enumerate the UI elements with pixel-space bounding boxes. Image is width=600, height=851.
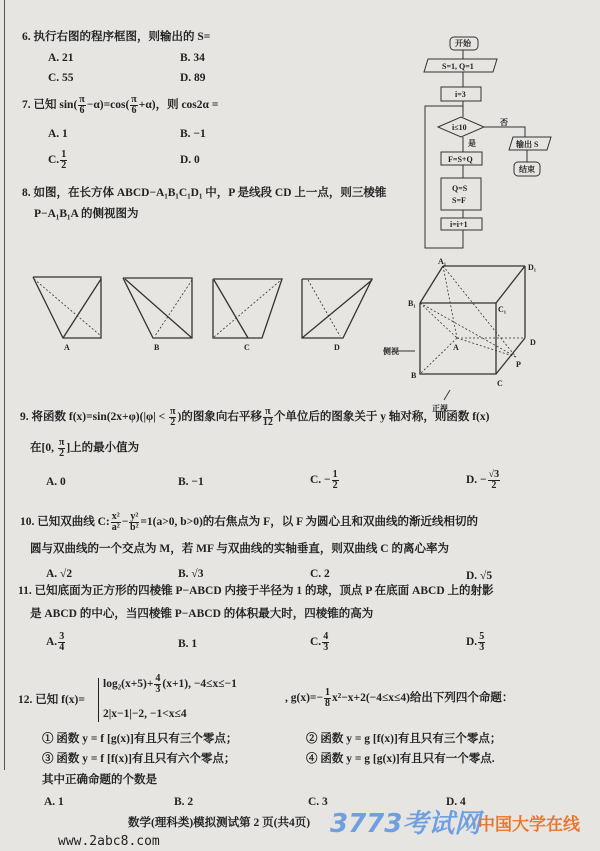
- flow-start: 开始: [455, 39, 471, 48]
- q10-option-c: C. 2: [310, 568, 330, 580]
- q12-piece-2: 2|x−1|−2, −1<x≤4: [103, 708, 187, 720]
- flow-output: 输出 S: [516, 140, 539, 149]
- fraction-denominator: b²: [130, 522, 139, 533]
- watermark-brand: 3773考试网: [330, 809, 481, 839]
- text-run: [214, 280, 281, 337]
- flow-init: S=1, Q=1: [442, 62, 474, 71]
- fraction-denominator: 2: [61, 160, 67, 171]
- view-label-a: A: [64, 343, 70, 352]
- q12-prop-1: ① 函数 y = f [g(x)]有且只有三个零点；: [42, 733, 238, 745]
- text-run: D.: [466, 636, 478, 649]
- q12-question: 其中正确命题的个数是: [42, 774, 157, 786]
- text-run: C.: [310, 636, 322, 649]
- cube-label-b: B: [411, 371, 417, 380]
- q8-stem-line1: 8. 如图，在长方体 ABCD−A₁B₁C₁D₁ 中，P 是线段 CD 上一点，则三棱锥: [22, 187, 387, 199]
- q7-text: 7. 已知 sin(: [22, 99, 78, 112]
- view-c: [213, 279, 282, 338]
- text-run: [420, 303, 457, 338]
- q12-option-a: A. 1: [44, 796, 64, 808]
- q6-option-b: B. 34: [180, 52, 205, 64]
- q6-option-c: C. 55: [48, 72, 74, 84]
- fraction-numerator: π: [79, 94, 85, 105]
- fraction-numerator: π: [263, 407, 273, 418]
- q6-option-d: D. 89: [180, 72, 206, 84]
- q12-option-b: B. 2: [174, 796, 194, 808]
- q11-option-a: [46, 632, 66, 653]
- fraction-denominator: 2: [332, 480, 338, 491]
- text-run: =1(a>0, b>0)的右焦点为 F，以 F 为圆心且和双曲线的渐近线相切的: [140, 516, 479, 529]
- flow-inc: i=i+1: [450, 220, 468, 229]
- q6-stem: 6. 执行右图的程序框图，则输出的 S=: [22, 31, 211, 43]
- text-run: log₂(x+5)+: [103, 678, 154, 691]
- fraction: [324, 688, 331, 709]
- fraction-denominator: 4: [59, 642, 65, 653]
- fraction-denominator: 3: [155, 684, 161, 695]
- text-run: [308, 280, 340, 336]
- flow-end: 结束: [519, 165, 535, 174]
- q7-text: −α)=cos(: [86, 99, 130, 112]
- q12-prop-2: ② 函数 y = g [f(x)]有且只有三个零点；: [306, 733, 502, 745]
- fraction-denominator: 6: [131, 105, 137, 116]
- cube-label-p: P: [516, 360, 521, 369]
- fraction-numerator: 3: [59, 631, 65, 642]
- view-b: [123, 278, 192, 338]
- q9-option-b: B. −1: [178, 476, 204, 488]
- q11-stem-line1: 11. 已知底面为正方形的四棱锥 P−ABCD 内接于半径为 1 的球，顶点 P 在底面 ABCD 上的射影: [18, 585, 494, 597]
- front-view-label: 正视: [432, 404, 448, 413]
- q10-option-a: A. √2: [46, 568, 73, 580]
- text-run: , g(x)=−: [285, 692, 324, 705]
- text-run: −: [121, 516, 129, 529]
- q12-prop-3: ③ 函数 y = f [f(x)]有且只有六个零点；: [42, 753, 236, 765]
- q9-stem-line2: [30, 438, 139, 459]
- text-run: 9. 将函数 f(x)=sin(2x+φ)(|φ| <: [20, 411, 168, 424]
- text-run: )的图象向右平移: [177, 411, 262, 424]
- q9-option-d: [466, 470, 501, 491]
- q9-option-c: [310, 470, 340, 491]
- fraction-numerator: 1: [325, 687, 331, 698]
- text-run: [34, 279, 101, 336]
- fraction-denominator: 6: [79, 105, 85, 116]
- q12-prop-4: ④ 函数 y = g [g(x)]有且只有一个零点.: [306, 753, 495, 765]
- q11-option-b: B. 1: [178, 638, 198, 650]
- q7-option-a: A. 1: [48, 128, 68, 140]
- cube-label-a: A: [453, 343, 459, 352]
- fraction: [322, 632, 329, 653]
- fraction-denominator: a²: [111, 522, 120, 533]
- text-run: [420, 266, 443, 303]
- text-run: C. −: [310, 474, 331, 487]
- text-run: [302, 280, 372, 338]
- fraction: [129, 512, 139, 533]
- q10-stem-line1: [20, 512, 478, 533]
- text-run: [64, 38, 539, 413]
- q7-option-d: D. 0: [180, 154, 200, 166]
- fraction-denominator: 12: [262, 417, 273, 428]
- fraction-denominator: 2: [59, 448, 65, 459]
- fraction: [58, 438, 65, 459]
- flow-yes: 是: [468, 139, 476, 148]
- fraction-numerator: π: [131, 94, 137, 105]
- watermark-sub: 中国大学在线: [478, 815, 580, 835]
- fraction-numerator: 1: [332, 469, 338, 480]
- cube-label-a1: A₁: [438, 257, 447, 266]
- text-run: [484, 127, 525, 137]
- fraction-numerator: 4: [155, 673, 161, 684]
- text-run: [33, 277, 101, 338]
- piecewise-brace: [98, 678, 99, 722]
- q6-option-a: A. 21: [48, 52, 74, 64]
- flow-s: S=F: [452, 196, 466, 205]
- cube-label-d: D: [530, 338, 536, 347]
- text-run: A.: [46, 636, 58, 649]
- text-run: [214, 280, 248, 338]
- fraction: [478, 632, 485, 653]
- text-run: [125, 279, 192, 338]
- text-run: C.: [48, 154, 60, 167]
- cube-label-c: C: [497, 379, 503, 388]
- text-run: x²−x+2(−4≤x≤4)给出下列四个命题：: [332, 692, 514, 705]
- view-label-b: B: [154, 343, 160, 352]
- q10-stem-line2: 圆与双曲线的一个交点为 M，若 MF 与双曲线的实轴垂直，则双曲线 C 的离心率为: [30, 543, 449, 555]
- view-a: [33, 277, 101, 338]
- text-run: D. −: [466, 474, 487, 487]
- q11-option-c: [310, 632, 330, 653]
- text-run: [33, 37, 551, 400]
- site-url: www.2abc8.com: [58, 834, 160, 849]
- fraction-numerator: 4: [323, 631, 329, 642]
- text-run: [155, 280, 192, 336]
- flow-i3: i=3: [455, 90, 466, 99]
- cube-label-c1: C₁: [498, 305, 507, 314]
- cube-label-d1: D₁: [528, 263, 537, 272]
- view-label-c: C: [244, 343, 250, 352]
- text-run: [441, 178, 481, 210]
- fraction: [169, 407, 176, 428]
- q10-option-d: D. √5: [466, 570, 493, 582]
- fraction-numerator: π: [170, 406, 176, 417]
- flow-q: Q=S: [452, 184, 468, 193]
- fraction: [58, 632, 65, 653]
- fraction-numerator: x²: [111, 511, 120, 522]
- cube-figure: [398, 266, 525, 400]
- fraction-numerator: √3: [488, 469, 500, 480]
- flow-cond: i≤10: [452, 123, 467, 132]
- q9-option-a: A. 0: [46, 476, 66, 488]
- text-run: [496, 266, 525, 303]
- text-run: [420, 338, 457, 374]
- text-run: 个单位后的图象关于 y 轴对称，则函数 f(x): [273, 411, 490, 424]
- flow-no: 否: [500, 118, 508, 127]
- q12-option-c: C. 3: [308, 796, 328, 808]
- q12-piece-1: [103, 674, 237, 695]
- fraction: [488, 470, 501, 491]
- text-run: (x+1), −4≤x≤−1: [162, 678, 237, 691]
- fraction-denominator: 3: [479, 642, 485, 653]
- fraction-denominator: 2: [491, 480, 497, 491]
- fraction-denominator: 8: [325, 698, 331, 709]
- q8-stem-line2: P−A₁B₁A 的侧视图为: [34, 208, 139, 220]
- q11-option-d: [466, 632, 486, 653]
- page-footer: 数学(理科类)模拟测试第 2 页(共4页): [128, 817, 311, 829]
- fraction: [154, 674, 161, 695]
- fraction-numerator: π: [58, 437, 65, 448]
- fraction-numerator: y²: [130, 511, 139, 522]
- view-label-d: D: [334, 343, 340, 352]
- q11-stem-line2: 是 ABCD 的中心，当四棱锥 P−ABCD 的体积最大时，四棱锥的高为: [30, 608, 374, 620]
- q12-stem: 12. 已知 f(x)=: [18, 694, 85, 706]
- text-run: ]上的最小值为: [66, 442, 140, 455]
- fraction: [111, 512, 121, 533]
- fraction-denominator: 3: [323, 642, 329, 653]
- side-view-label: 侧视: [383, 347, 399, 356]
- q7-option-b: B. −1: [180, 128, 206, 140]
- view-d: [302, 279, 372, 338]
- text-run: [443, 266, 457, 338]
- q7-text: +α)，则 cos2α =: [138, 99, 219, 112]
- flow-f: F=S+Q: [448, 155, 473, 164]
- fraction-denominator: 2: [170, 417, 176, 428]
- q9-stem-line1: [20, 407, 489, 428]
- fraction-numerator: 1: [61, 149, 67, 160]
- fraction: [332, 470, 339, 491]
- fraction-numerator: 5: [479, 631, 485, 642]
- fraction: [263, 407, 273, 428]
- text-run: 在[0,: [30, 442, 57, 455]
- cube-label-b1: B₁: [408, 299, 416, 308]
- q12-option-d: D. 4: [446, 796, 466, 808]
- text-run: [444, 390, 450, 400]
- text-run: 10. 已知双曲线 C:: [20, 516, 110, 529]
- q10-option-b: B. √3: [178, 568, 204, 580]
- q12-g-def: [285, 688, 513, 709]
